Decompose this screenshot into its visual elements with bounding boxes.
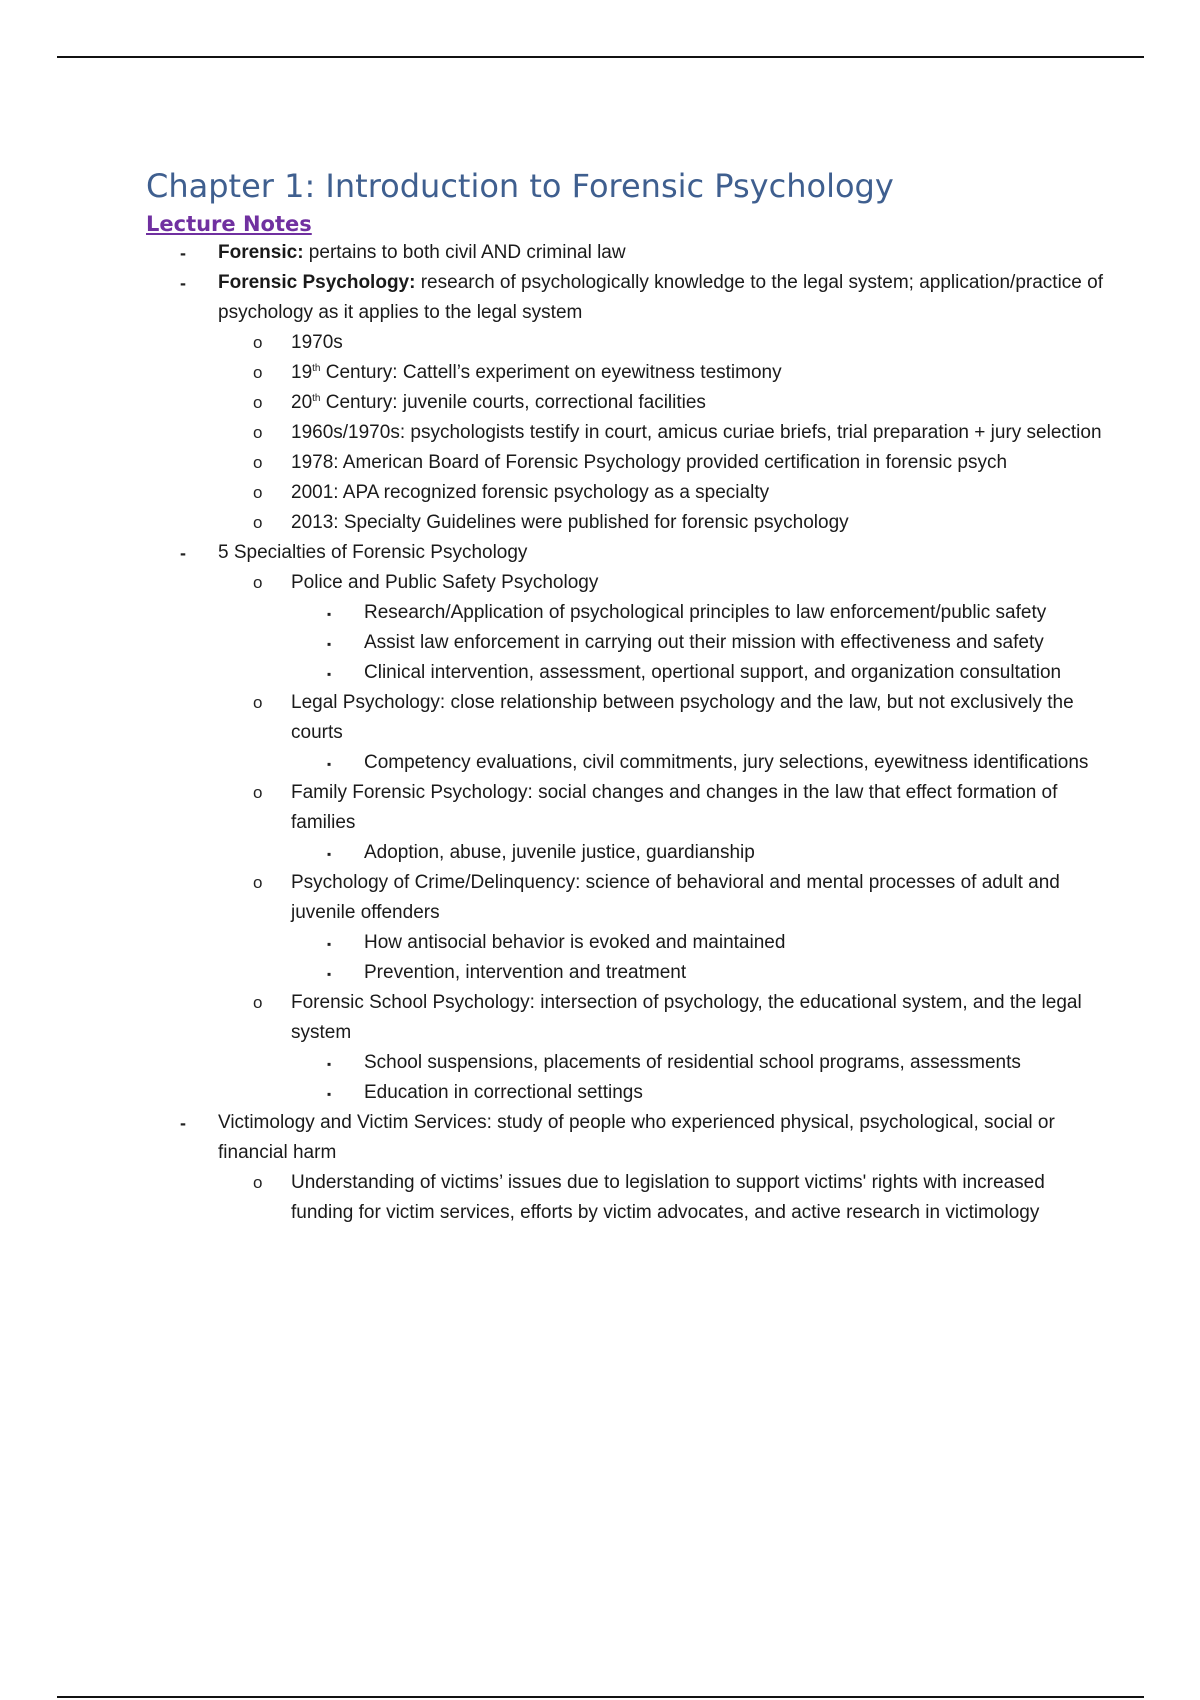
- sub-list: [146, 838, 1106, 868]
- list-item-forensic-psychology: [146, 268, 1106, 538]
- list-item: [146, 1168, 1106, 1228]
- square-bullet-icon: ▪: [327, 607, 332, 621]
- list-item: [146, 388, 1106, 418]
- circle-bullet-icon: o: [253, 483, 263, 502]
- list-item-forensic: [146, 238, 1106, 268]
- item-text: Forensic School Psychology: intersection of psychology, the educational system, and the legal system: [291, 992, 1082, 1043]
- document-body: [146, 166, 1106, 1228]
- sub-list: [146, 748, 1106, 778]
- item-text: Education in correctional settings: [364, 1082, 643, 1103]
- list-item: [146, 418, 1106, 448]
- superscript: th: [312, 393, 321, 404]
- dash-bullet-icon: -: [180, 1113, 186, 1133]
- sub-list: [146, 1048, 1106, 1108]
- item-text: Assist law enforcement in carrying out their mission with effectiveness and safety: [364, 632, 1044, 653]
- item-text: 20: [291, 392, 313, 413]
- square-bullet-icon: ▪: [327, 667, 332, 681]
- item-text: 2013: Specialty Guidelines were published for forensic psychology: [291, 512, 849, 533]
- list-item-victimology: [146, 1108, 1106, 1228]
- list-item: [146, 598, 1106, 628]
- item-text: Research/Application of psychological principles to law enforcement/public safety: [364, 602, 1047, 623]
- item-text: Clinical intervention, assessment, opertional support, and organization consultation: [364, 662, 1062, 683]
- dash-bullet-icon: -: [180, 243, 186, 263]
- header-rule: [57, 56, 1144, 58]
- circle-bullet-icon: o: [253, 423, 263, 442]
- term: Forensic Psychology:: [218, 272, 416, 293]
- item-text: Victimology and Victim Services: study of people who experienced physical, psychological, social or financial harm: [218, 1112, 1055, 1163]
- item-text: Century: Cattell’s experiment on eyewitness testimony: [320, 362, 782, 383]
- superscript: th: [312, 363, 321, 374]
- item-text: School suspensions, placements of residential school programs, assessments: [364, 1052, 1021, 1073]
- list-item: [146, 328, 1106, 358]
- list-item: [146, 508, 1106, 538]
- circle-bullet-icon: o: [253, 993, 263, 1012]
- sub-list: [146, 598, 1106, 688]
- list-item: [146, 958, 1106, 988]
- circle-bullet-icon: o: [253, 1173, 263, 1192]
- item-text: Psychology of Crime/Delinquency: science of behavioral and mental processes of adult and juvenile offenders: [291, 872, 1060, 923]
- circle-bullet-icon: o: [253, 783, 263, 802]
- list-item: [146, 358, 1106, 388]
- item-text: Understanding of victims’ issues due to legislation to support victims' rights with increased funding for victim services, efforts by victim advocates, and active research in victimology: [291, 1172, 1045, 1223]
- list-item: [146, 838, 1106, 868]
- dash-bullet-icon: -: [180, 273, 186, 293]
- notes-list: [146, 238, 1106, 1228]
- circle-bullet-icon: o: [253, 333, 263, 352]
- page-title: Chapter 1: Introduction to Forensic Psychology: [146, 167, 894, 205]
- list-item: [146, 658, 1106, 688]
- list-item-school: [146, 988, 1106, 1108]
- list-item: [146, 448, 1106, 478]
- list-item: [146, 628, 1106, 658]
- list-item: [146, 748, 1106, 778]
- victimology-list: [146, 1168, 1106, 1228]
- list-item: [146, 928, 1106, 958]
- list-item-legal: [146, 688, 1106, 778]
- item-text: Competency evaluations, civil commitments, jury selections, eyewitness identifications: [364, 752, 1089, 773]
- item-text: Legal Psychology: close relationship between psychology and the law, but not exclusively the courts: [291, 692, 1074, 743]
- item-text: Police and Public Safety Psychology: [291, 572, 599, 593]
- term: Forensic:: [218, 242, 304, 263]
- list-item: [146, 478, 1106, 508]
- square-bullet-icon: ▪: [327, 937, 332, 951]
- list-item: [146, 1078, 1106, 1108]
- item-text: 1960s/1970s: psychologists testify in court, amicus curiae briefs, trial preparation + jury selection: [291, 422, 1102, 443]
- definition: research of psychologically knowledge to the legal system; application/practice of psychology as it applies to the legal system: [218, 272, 1103, 323]
- item-text: How antisocial behavior is evoked and maintained: [364, 932, 786, 953]
- item-text: Family Forensic Psychology: social changes and changes in the law that effect formation of families: [291, 782, 1058, 833]
- circle-bullet-icon: o: [253, 363, 263, 382]
- circle-bullet-icon: o: [253, 393, 263, 412]
- square-bullet-icon: ▪: [327, 967, 332, 981]
- specialties-list: [146, 568, 1106, 1108]
- square-bullet-icon: ▪: [327, 1057, 332, 1071]
- definition: pertains to both civil AND criminal law: [303, 242, 626, 263]
- list-item-crime: [146, 868, 1106, 988]
- list-item-family: [146, 778, 1106, 868]
- item-text: 1970s: [291, 332, 343, 353]
- item-text: Century: juvenile courts, correctional facilities: [320, 392, 706, 413]
- square-bullet-icon: ▪: [327, 1087, 332, 1101]
- item-text: 1978: American Board of Forensic Psychology provided certification in forensic psych: [291, 452, 1008, 473]
- history-list: [146, 328, 1106, 538]
- circle-bullet-icon: o: [253, 573, 263, 592]
- dash-bullet-icon: -: [180, 543, 186, 563]
- list-item-specialties: [146, 538, 1106, 1108]
- circle-bullet-icon: o: [253, 693, 263, 712]
- item-text: 5 Specialties of Forensic Psychology: [218, 542, 528, 563]
- circle-bullet-icon: o: [253, 873, 263, 892]
- item-text: Adoption, abuse, juvenile justice, guardianship: [364, 842, 755, 863]
- item-text: Prevention, intervention and treatment: [364, 962, 687, 983]
- list-item: [146, 1048, 1106, 1078]
- circle-bullet-icon: o: [253, 513, 263, 532]
- square-bullet-icon: ▪: [327, 757, 332, 771]
- list-item-police: [146, 568, 1106, 688]
- square-bullet-icon: ▪: [327, 637, 332, 651]
- footer-rule: [57, 1696, 1144, 1698]
- sub-list: [146, 928, 1106, 988]
- item-text: 2001: APA recognized forensic psychology as a specialty: [291, 482, 770, 503]
- item-text: 19: [291, 362, 313, 383]
- section-heading: Lecture Notes: [146, 212, 312, 236]
- circle-bullet-icon: o: [253, 453, 263, 472]
- square-bullet-icon: ▪: [327, 847, 332, 861]
